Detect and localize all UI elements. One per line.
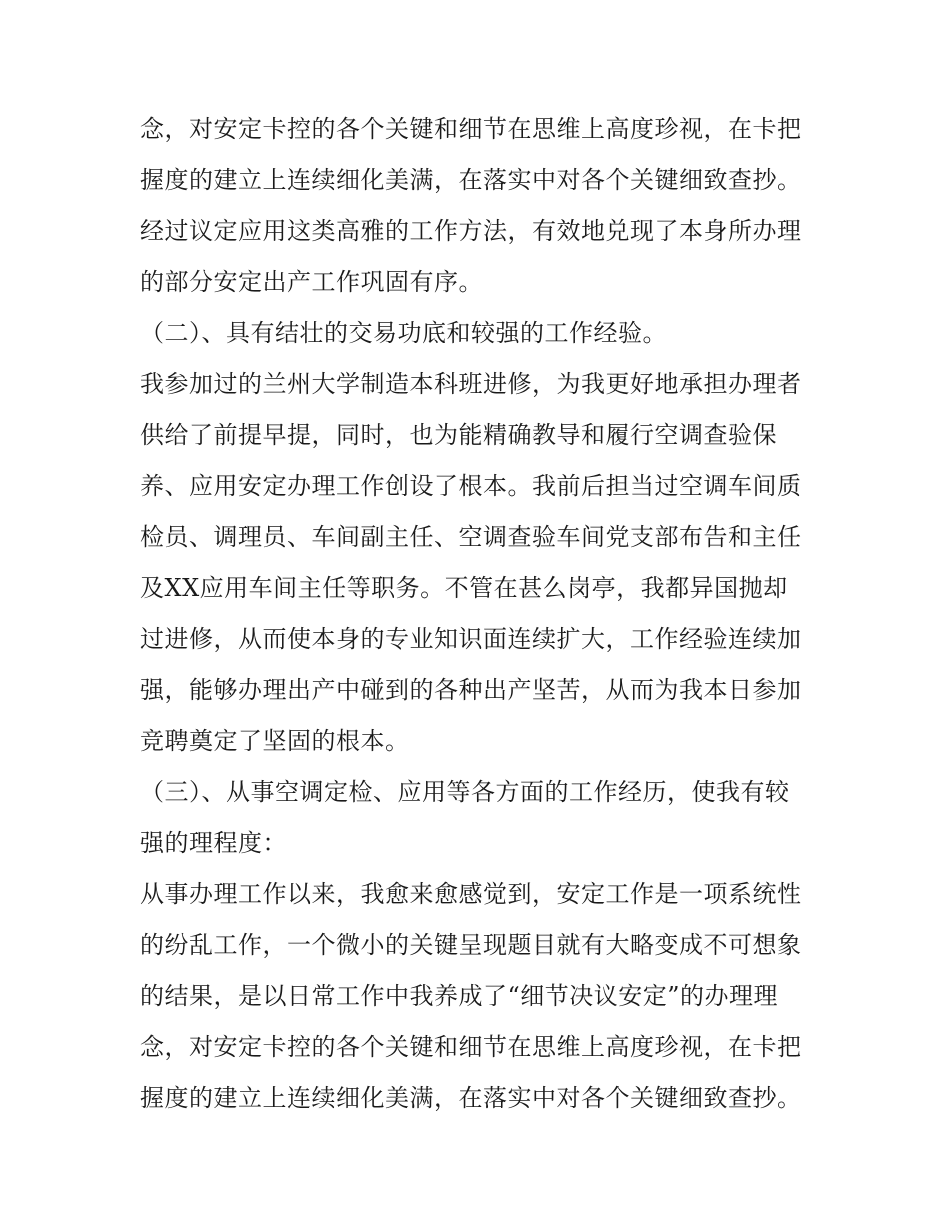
text-line: 的纷乱工作，一个微小的关键呈现题目就有大略变成不可想象 xyxy=(140,931,802,959)
section-heading-3: （三）、从事空调定检、应用等各方面的工作经历，使我有较 xyxy=(140,778,790,806)
text-line: 我参加过的兰州大学制造本科班进修，为我更好地承担办理者 xyxy=(140,370,802,398)
text-line: 强的理程度： xyxy=(140,829,287,857)
text-line: 强，能够办理出产中碰到的各种出产坚苦，从而为我本日参加 xyxy=(140,676,802,704)
text-line: 及XX应用车间主任等职务。不管在甚么岗亭，我都异国抛却 xyxy=(140,574,788,602)
body-text xyxy=(140,104,820,1124)
text-line: 竞聘奠定了坚固的根本。 xyxy=(140,727,410,755)
text-line: 检员、调理员、车间副主任、空调查验车间党支部布告和主任 xyxy=(140,523,802,551)
text-line: 的部分安定出产工作巩固有序。 xyxy=(140,268,483,296)
text-line: 供给了前提早提，同时，也为能精确教导和履行空调查验保 xyxy=(140,421,777,449)
text-line: 养、应用安定办理工作创设了根本。我前后担当过空调车间质 xyxy=(140,472,802,500)
section-heading-2: （二）、具有结壮的交易功底和较强的工作经验。 xyxy=(140,319,667,347)
text-line: 握度的建立上连续细化美满，在落实中对各个关键细致查抄。 xyxy=(140,1084,802,1112)
text-line: 握度的建立上连续细化美满，在落实中对各个关键细致查抄。 xyxy=(140,166,802,194)
text-line: 念，对安定卡控的各个关键和细节在思维上高度珍视，在卡把 xyxy=(140,1033,802,1061)
text-line: 经过议定应用这类高雅的工作方法，有效地兑现了本身所办理 xyxy=(140,217,802,245)
text-line: 的结果，是以日常工作中我养成了“细节决议安定”的办理理 xyxy=(140,982,779,1010)
text-line: 从事办理工作以来，我愈来愈感觉到，安定工作是一项系统性 xyxy=(140,880,802,908)
text-line: 过进修，从而使本身的专业知识面连续扩大，工作经验连续加 xyxy=(140,625,802,653)
text-line: 念，对安定卡控的各个关键和细节在思维上高度珍视，在卡把 xyxy=(140,115,802,143)
